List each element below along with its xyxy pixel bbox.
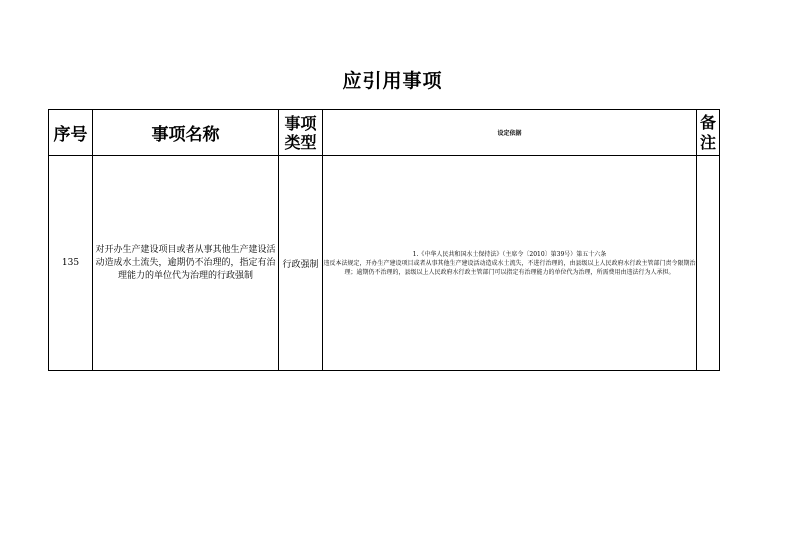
cell-note [697, 156, 720, 371]
header-type: 事项 类型 [279, 110, 323, 156]
header-note: 备 注 [697, 110, 720, 156]
cell-type: 行政强制 [279, 156, 323, 371]
cell-no: 135 [49, 156, 93, 371]
cell-name: 对开办生产建设项目或者从事其他生产建设活动造成水土流失，逾期仍不治理的，指定有治理能力的单位代为治理的行政强制 [93, 156, 279, 371]
header-name: 事项名称 [93, 110, 279, 156]
table-header-row [49, 110, 720, 156]
basis-reference: 1.《中华人民共和国水土保持法》（主席令〔2010〕第39号）第五十六条 [412, 250, 607, 258]
cell-basis [323, 156, 697, 371]
matters-table [48, 109, 720, 371]
page-title: 应引用事项 [342, 70, 443, 92]
basis-text: 违反本法规定，开办生产建设项目或者从事其他生产建设活动造成水土流失，不进行治理的，由县级以上人民政府水行政主管部门责令限期治理；逾期仍不治理的，县级以上人民政府水行政主管部门可以指定有治理能力的单位代为治理，所需费用由违法行为人承担。 [323, 259, 696, 276]
header-no: 序号 [49, 110, 93, 156]
table-row [49, 156, 720, 371]
header-basis: 设定依据 [323, 110, 697, 156]
